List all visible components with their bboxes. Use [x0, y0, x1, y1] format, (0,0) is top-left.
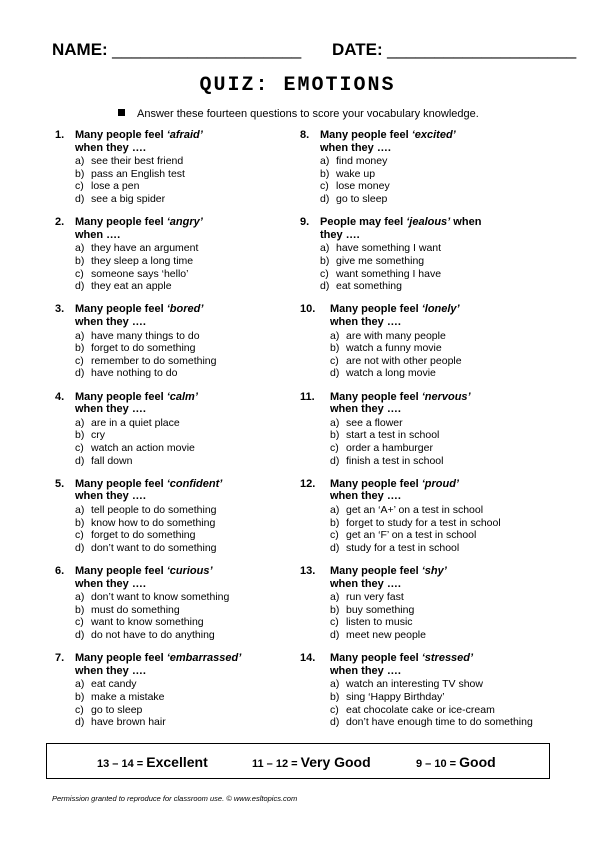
option-letter: b) — [330, 516, 340, 529]
answer-option[interactable] — [75, 455, 305, 468]
answer-option[interactable] — [75, 180, 305, 193]
answer-option[interactable] — [75, 255, 305, 268]
option-text: have brown hair — [91, 716, 166, 729]
answer-options — [300, 155, 550, 205]
question-text-line2: when they …. — [75, 490, 146, 503]
option-text: must do something — [91, 603, 180, 616]
option-text: watch a long movie — [346, 367, 436, 380]
option-text: they eat an apple — [91, 280, 172, 293]
emotion-word: ‘embarrassed’ — [166, 652, 242, 665]
option-text: do not have to do anything — [91, 628, 215, 641]
option-letter: a) — [320, 155, 330, 168]
answer-option[interactable] — [75, 504, 305, 517]
question-text: Many people feel — [330, 303, 422, 316]
option-text: order a hamburger — [346, 441, 433, 454]
option-letter: a) — [75, 416, 85, 429]
option-letter: b) — [330, 429, 340, 442]
question-text-line2: when …. — [75, 228, 121, 241]
date-label: DATE: — [332, 40, 383, 59]
answer-option[interactable] — [320, 155, 550, 168]
option-letter: d) — [330, 541, 340, 554]
option-letter: c) — [320, 180, 329, 193]
answer-options — [55, 242, 305, 292]
question-item — [300, 129, 550, 216]
option-letter: c) — [75, 180, 84, 193]
emotion-word: ‘proud’ — [421, 477, 459, 490]
question-item — [300, 565, 550, 652]
question-number: 10. — [300, 303, 316, 316]
option-text: study for a test in school — [346, 541, 460, 554]
answer-options — [300, 330, 550, 380]
option-text: are not with other people — [346, 354, 462, 367]
answer-option[interactable] — [75, 330, 305, 343]
emotion-word: ‘nervous’ — [421, 390, 471, 403]
questions-right-column — [300, 129, 550, 739]
option-text: forget to study for a test in school — [346, 516, 501, 529]
option-letter: c) — [75, 354, 84, 367]
question-number: 7. — [55, 652, 65, 665]
option-text: get an ‘A+’ on a test in school — [346, 503, 484, 516]
option-text: forget to do something — [91, 529, 196, 542]
question-text-line2: when they …. — [320, 141, 391, 154]
answer-option[interactable] — [75, 704, 305, 717]
question-item — [55, 652, 305, 739]
answer-options — [55, 155, 305, 205]
answer-option[interactable] — [75, 604, 305, 617]
score-item-good — [416, 754, 496, 770]
option-letter: c) — [75, 703, 84, 716]
option-text: go to sleep — [91, 703, 143, 716]
question-text: Many people feel — [330, 477, 422, 490]
answer-option[interactable] — [330, 542, 550, 555]
square-bullet-icon — [118, 109, 125, 116]
option-letter: a) — [75, 155, 85, 168]
option-letter: c) — [320, 267, 329, 280]
question-text: Many people feel — [75, 564, 167, 577]
answer-options — [300, 417, 550, 467]
option-text: run very fast — [346, 591, 404, 604]
answer-option[interactable] — [75, 629, 305, 642]
question-text-line2: when they …. — [75, 577, 146, 590]
option-text: don’t have enough time to do something — [346, 716, 533, 729]
option-text: don’t want to do something — [91, 541, 217, 554]
emotion-word: ‘lonely’ — [421, 303, 460, 316]
answer-option[interactable] — [330, 342, 550, 355]
option-text: go to sleep — [336, 192, 388, 205]
answer-option[interactable] — [320, 268, 550, 281]
answer-options — [300, 504, 550, 554]
option-letter: a) — [75, 591, 85, 604]
question-item — [55, 216, 305, 303]
question-stem — [300, 216, 550, 241]
answer-option[interactable] — [330, 330, 550, 343]
answer-options — [300, 678, 550, 728]
question-number: 12. — [300, 477, 316, 490]
option-text: cry — [91, 429, 105, 442]
instruction — [118, 108, 479, 120]
emotion-word: ‘angry’ — [166, 216, 203, 229]
question-number: 8. — [300, 129, 310, 141]
option-letter: b) — [330, 690, 340, 703]
question-text-post: when — [450, 216, 482, 229]
answer-options — [300, 591, 550, 641]
answer-option[interactable] — [330, 504, 550, 517]
question-text: Many people feel — [330, 390, 422, 403]
option-letter: a) — [320, 242, 330, 255]
option-text: pass an English test — [91, 167, 185, 180]
question-text-line2: when they …. — [75, 141, 146, 154]
option-letter: d) — [330, 454, 340, 467]
question-number: 6. — [55, 564, 65, 577]
question-text-line2: when they …. — [330, 315, 401, 328]
question-item — [55, 478, 305, 565]
emotion-word: ‘excited’ — [411, 129, 456, 141]
option-text: fall down — [91, 454, 133, 467]
emotion-word: ‘bored’ — [166, 303, 204, 316]
option-text: see a flower — [346, 416, 403, 429]
option-letter: a) — [330, 503, 340, 516]
question-text: Many people feel — [75, 390, 167, 403]
question-text-line2: when they …. — [330, 403, 401, 416]
answer-option[interactable] — [75, 417, 305, 430]
score-range: 9 – 10 = — [416, 758, 457, 770]
option-letter: d) — [330, 716, 340, 729]
score-label: Excellent — [146, 754, 208, 770]
option-letter: c) — [330, 354, 339, 367]
option-text: find money — [336, 155, 388, 168]
option-text: someone says ‘hello’ — [91, 267, 189, 280]
option-text: forget to do something — [91, 342, 196, 355]
answer-option[interactable] — [330, 442, 550, 455]
answer-option[interactable] — [75, 591, 305, 604]
answer-option[interactable] — [75, 542, 305, 555]
answer-option[interactable] — [330, 616, 550, 629]
answer-option[interactable] — [330, 704, 550, 717]
option-text: eat chocolate cake or ice-cream — [346, 703, 495, 716]
answer-option[interactable] — [75, 168, 305, 181]
option-letter: b) — [75, 167, 85, 180]
option-letter: b) — [330, 342, 340, 355]
question-stem — [55, 303, 305, 328]
page-title: QUIZ: EMOTIONS — [199, 74, 396, 97]
questions-left-column — [55, 129, 305, 739]
question-number: 5. — [55, 477, 65, 490]
instruction-text: Answer these fourteen questions to score your vocabulary knowledge. — [137, 108, 479, 120]
option-letter: b) — [330, 603, 340, 616]
option-text: sing ‘Happy Birthday’ — [346, 690, 445, 703]
score-range: 11 – 12 = — [252, 758, 298, 770]
option-letter: c) — [330, 441, 339, 454]
answer-option[interactable] — [75, 716, 305, 729]
option-text: have nothing to do — [91, 367, 178, 380]
question-number: 13. — [300, 564, 316, 577]
question-text: Many people feel — [330, 564, 422, 577]
option-text: eat candy — [91, 678, 137, 691]
question-text-line2: they …. — [320, 228, 360, 241]
answer-option[interactable] — [320, 280, 550, 293]
option-letter: c) — [75, 441, 84, 454]
question-text: Many people feel — [75, 129, 167, 141]
option-text: buy something — [346, 603, 415, 616]
option-letter: a) — [75, 503, 85, 516]
answer-option[interactable] — [75, 193, 305, 206]
footer-permission: Permission granted to reproduce for classroom use. © www.esltopics.com — [52, 794, 298, 803]
question-number: 11. — [300, 390, 315, 403]
answer-options — [55, 591, 305, 641]
answer-option[interactable] — [75, 517, 305, 530]
option-letter: c) — [330, 616, 339, 629]
answer-option[interactable] — [330, 517, 550, 530]
question-text: Many people feel — [75, 303, 167, 316]
question-stem — [300, 565, 550, 590]
option-text: know how to do something — [91, 516, 216, 529]
answer-option[interactable] — [75, 616, 305, 629]
emotion-word: ‘confident’ — [166, 477, 223, 490]
question-text-line2: when they …. — [330, 490, 401, 503]
option-text: tell people to do something — [91, 503, 217, 516]
option-text: are in a quiet place — [91, 416, 180, 429]
question-number: 9. — [300, 216, 310, 229]
option-letter: b) — [320, 167, 330, 180]
answer-option[interactable] — [320, 180, 550, 193]
option-text: have many things to do — [91, 329, 200, 342]
question-text: Many people feel — [75, 477, 167, 490]
option-letter: a) — [330, 591, 340, 604]
answer-option[interactable] — [330, 691, 550, 704]
option-letter: c) — [75, 267, 84, 280]
question-number: 14. — [300, 652, 316, 665]
question-text-line2: when they …. — [75, 403, 146, 416]
question-item — [300, 216, 550, 303]
option-letter: b) — [75, 254, 85, 267]
option-text: meet new people — [346, 628, 426, 641]
answer-option[interactable] — [75, 529, 305, 542]
name-field[interactable] — [52, 40, 301, 60]
emotion-word: ‘shy’ — [421, 564, 447, 577]
emotion-word: ‘stressed’ — [421, 652, 474, 665]
option-text: start a test in school — [346, 429, 440, 442]
question-stem — [300, 478, 550, 503]
option-letter: c) — [75, 616, 84, 629]
emotion-word: ‘calm’ — [166, 390, 198, 403]
score-item-excellent — [97, 754, 208, 770]
option-text: they sleep a long time — [91, 254, 194, 267]
option-text: make a mistake — [91, 690, 165, 703]
question-item — [300, 478, 550, 565]
question-item — [300, 652, 550, 739]
header-fields — [52, 40, 577, 62]
question-text: Many people feel — [320, 129, 412, 141]
option-letter: a) — [330, 329, 340, 342]
question-item — [55, 391, 305, 478]
option-letter: c) — [330, 529, 339, 542]
option-letter: d) — [75, 454, 85, 467]
option-letter: b) — [75, 690, 85, 703]
answer-option[interactable] — [75, 155, 305, 168]
option-letter: a) — [330, 416, 340, 429]
score-range: 13 – 14 = — [97, 758, 144, 770]
question-text: Many people feel — [75, 216, 167, 229]
score-label: Good — [459, 754, 496, 770]
question-item — [55, 129, 305, 216]
question-text-line2: when they …. — [75, 315, 146, 328]
answer-options — [55, 678, 305, 728]
answer-option[interactable] — [330, 716, 550, 729]
option-text: want something I have — [336, 267, 442, 280]
answer-option[interactable] — [75, 342, 305, 355]
option-letter: b) — [75, 516, 85, 529]
emotion-word: ‘afraid’ — [166, 129, 203, 141]
answer-options — [300, 242, 550, 292]
answer-option[interactable] — [320, 168, 550, 181]
option-text: lose money — [336, 180, 390, 193]
question-text: Many people feel — [75, 652, 167, 665]
question-text-line2: when they …. — [75, 664, 146, 677]
question-stem — [55, 652, 305, 677]
option-letter: b) — [75, 429, 85, 442]
option-text: get an ‘F’ on a test in school — [346, 529, 477, 542]
name-line[interactable]: ____________________ — [112, 40, 302, 59]
question-stem — [300, 129, 550, 154]
question-stem — [300, 391, 550, 416]
option-letter: a) — [75, 678, 85, 691]
option-text: remember to do something — [91, 354, 217, 367]
emotion-word: ‘curious’ — [166, 564, 213, 577]
question-stem — [55, 216, 305, 241]
option-letter: c) — [75, 529, 84, 542]
option-text: wake up — [336, 167, 376, 180]
question-stem — [300, 652, 550, 677]
answer-option[interactable] — [75, 242, 305, 255]
option-letter: d) — [75, 280, 85, 293]
question-item — [300, 391, 550, 478]
option-text: see a big spider — [91, 192, 166, 205]
answer-option[interactable] — [75, 280, 305, 293]
date-line[interactable]: ____________________ — [387, 40, 577, 59]
option-text: see their best friend — [91, 155, 184, 168]
option-letter: d) — [320, 280, 330, 293]
answer-option[interactable] — [75, 442, 305, 455]
question-item — [55, 565, 305, 652]
score-label: Very Good — [300, 754, 371, 770]
answer-option[interactable] — [330, 355, 550, 368]
answer-options — [55, 504, 305, 554]
emotion-word: ‘jealous’ — [406, 216, 451, 229]
answer-option[interactable] — [320, 255, 550, 268]
question-number: 1. — [55, 129, 65, 141]
answer-options — [55, 417, 305, 467]
option-text: watch an interesting TV show — [346, 678, 483, 691]
answer-options — [55, 330, 305, 380]
question-stem — [55, 565, 305, 590]
answer-option[interactable] — [330, 455, 550, 468]
answer-option[interactable] — [330, 678, 550, 691]
option-letter: d) — [75, 541, 85, 554]
question-text-line2: when they …. — [330, 577, 401, 590]
score-item-very-good — [252, 754, 371, 770]
option-text: want to know something — [91, 616, 204, 629]
question-stem — [55, 478, 305, 503]
answer-option[interactable] — [330, 591, 550, 604]
option-text: watch an action movie — [91, 441, 195, 454]
question-item — [55, 303, 305, 390]
date-field[interactable] — [332, 40, 576, 60]
option-text: eat something — [336, 280, 402, 293]
question-number: 2. — [55, 216, 65, 229]
option-text: are with many people — [346, 329, 446, 342]
name-label: NAME: — [52, 40, 108, 59]
option-letter: a) — [75, 242, 85, 255]
option-letter: b) — [320, 254, 330, 267]
option-letter: d) — [330, 367, 340, 380]
option-letter: b) — [75, 603, 85, 616]
option-letter: d) — [75, 367, 85, 380]
question-item — [300, 303, 550, 390]
answer-option[interactable] — [75, 691, 305, 704]
option-text: they have an argument — [91, 242, 199, 255]
answer-option[interactable] — [330, 429, 550, 442]
option-letter: a) — [330, 678, 340, 691]
option-letter: d) — [320, 192, 330, 205]
option-letter: d) — [75, 192, 85, 205]
answer-option[interactable] — [330, 529, 550, 542]
option-letter: a) — [75, 329, 85, 342]
option-text: finish a test in school — [346, 454, 444, 467]
answer-option[interactable] — [75, 268, 305, 281]
question-number: 3. — [55, 303, 65, 316]
option-text: listen to music — [346, 616, 413, 629]
answer-option[interactable] — [330, 629, 550, 642]
answer-option[interactable] — [75, 678, 305, 691]
answer-option[interactable] — [330, 367, 550, 380]
score-box — [46, 743, 550, 779]
question-stem — [300, 303, 550, 328]
option-text: don’t want to know something — [91, 591, 230, 604]
option-text: lose a pen — [91, 180, 140, 193]
question-text: People may feel — [320, 216, 407, 229]
answer-option[interactable] — [320, 193, 550, 206]
option-letter: b) — [75, 342, 85, 355]
answer-option[interactable] — [75, 367, 305, 380]
question-text-line2: when they …. — [330, 664, 401, 677]
question-text: Many people feel — [330, 652, 422, 665]
answer-option[interactable] — [75, 355, 305, 368]
option-letter: d) — [75, 628, 85, 641]
option-letter: c) — [330, 703, 339, 716]
answer-option[interactable] — [75, 429, 305, 442]
option-text: watch a funny movie — [346, 342, 442, 355]
answer-option[interactable] — [320, 242, 550, 255]
option-text: give me something — [336, 254, 425, 267]
question-stem — [55, 391, 305, 416]
answer-option[interactable] — [330, 604, 550, 617]
option-letter: d) — [330, 628, 340, 641]
option-letter: d) — [75, 716, 85, 729]
answer-option[interactable] — [330, 417, 550, 430]
question-number: 4. — [55, 390, 65, 403]
question-stem — [55, 129, 305, 154]
option-text: have something I want — [336, 242, 442, 255]
